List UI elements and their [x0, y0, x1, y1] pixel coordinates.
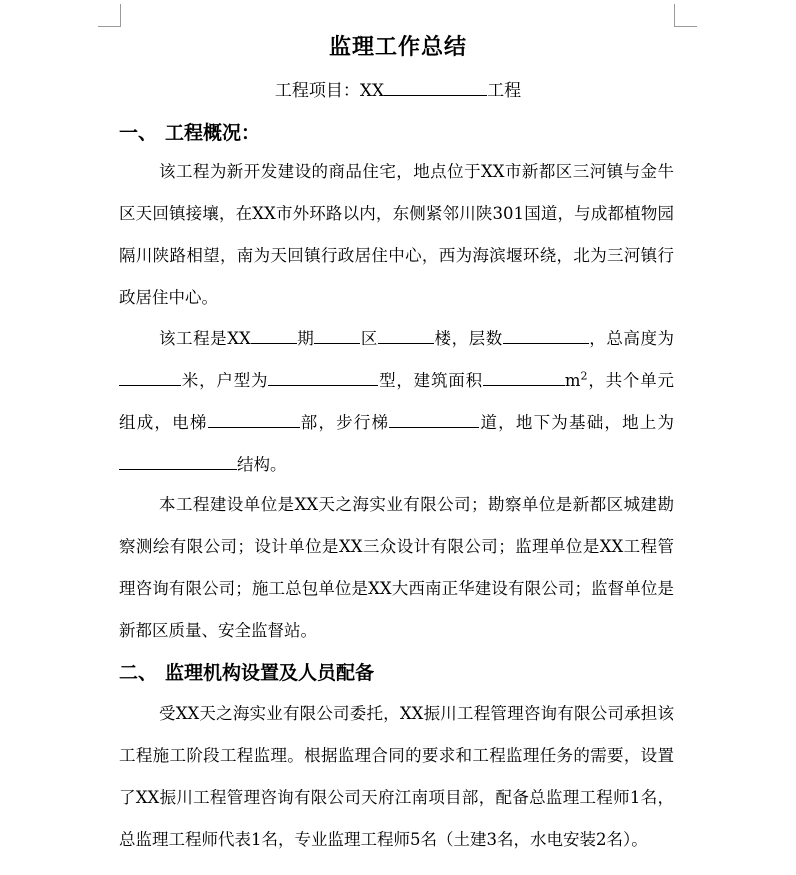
structure-blank	[119, 453, 237, 470]
para2-text: 米，户型为	[181, 371, 269, 390]
paragraph-supervision-staff: 受XX天之海实业有限公司委托，XX振川工程管理咨询有限公司承担该工程施工阶段工程监理。根据监理合同的要求和工程监理任务的需要，设置了XX振川工程管理咨询有限公司天府江南项目部，配备总监理工程师1名，总监理工程师代表1名，专业监理工程师5名（土建3名，水电安装2名）。	[119, 704, 674, 849]
page-corner-mark-right	[674, 4, 697, 27]
floors-blank	[503, 327, 589, 344]
paragraph-location: 该工程为新开发建设的商品住宅，地点位于XX市新都区三河镇与金牛区天回镇接壤，在XX市外环路以内，东侧紧邻川陕301国道，与成都植物园隔川陕路相望，南为天回镇行政居住中心，西为海滨堰环绕，北为三河镇行政居住中心。	[119, 162, 674, 307]
para2-text: 道，地下为基础，地上为	[479, 413, 675, 432]
area-unit-superscript: 2	[580, 369, 588, 383]
para2-text: 该工程是XX	[159, 329, 251, 348]
project-name-blank	[384, 79, 487, 96]
area-blank	[314, 327, 360, 344]
para2-text: m	[564, 371, 581, 390]
floor-area-blank	[483, 369, 565, 386]
paragraph-building-info	[119, 318, 674, 486]
elevator-blank	[208, 411, 300, 428]
paragraph-parties: 本工程建设单位是XX天之海实业有限公司；勘察单位是新都区城建勘察测绘有限公司；设计单位是XX三众设计有限公司；监理单位是XX工程管理咨询有限公司；施工总包单位是XX大西南正华建设有限公司；监督单位是新都区质量、安全监督站。	[119, 495, 674, 640]
page-corner-mark-left	[98, 4, 121, 27]
para2-text: 型，建筑面积	[378, 371, 483, 390]
para2-text: 期	[296, 329, 315, 348]
section-heading-organization	[119, 658, 374, 685]
project-prefix: 工程项目：XX	[274, 81, 385, 101]
building-blank	[378, 327, 434, 344]
para2-text: 楼，层数	[433, 329, 503, 348]
project-suffix: 工程	[487, 81, 522, 101]
stairs-blank	[389, 411, 479, 428]
para2-text: 区	[360, 329, 378, 348]
para2-text: ，共个单元组成，电梯	[119, 371, 674, 432]
height-blank	[119, 369, 181, 386]
section-title: 工程概况：	[165, 122, 261, 144]
project-line	[0, 76, 796, 101]
section-number: 二、	[119, 662, 158, 684]
unit-type-blank	[268, 369, 378, 386]
section-title: 监理机构设置及人员配备	[165, 662, 375, 684]
para2-text: 结构。	[237, 455, 287, 474]
document-title: 监理工作总结	[328, 35, 467, 60]
para2-text: ，总高度为	[588, 329, 675, 348]
phase-blank	[251, 327, 297, 344]
para2-text: 部，步行梯	[299, 413, 390, 432]
section-number: 一、	[119, 122, 158, 144]
section-heading-overview	[119, 118, 260, 145]
